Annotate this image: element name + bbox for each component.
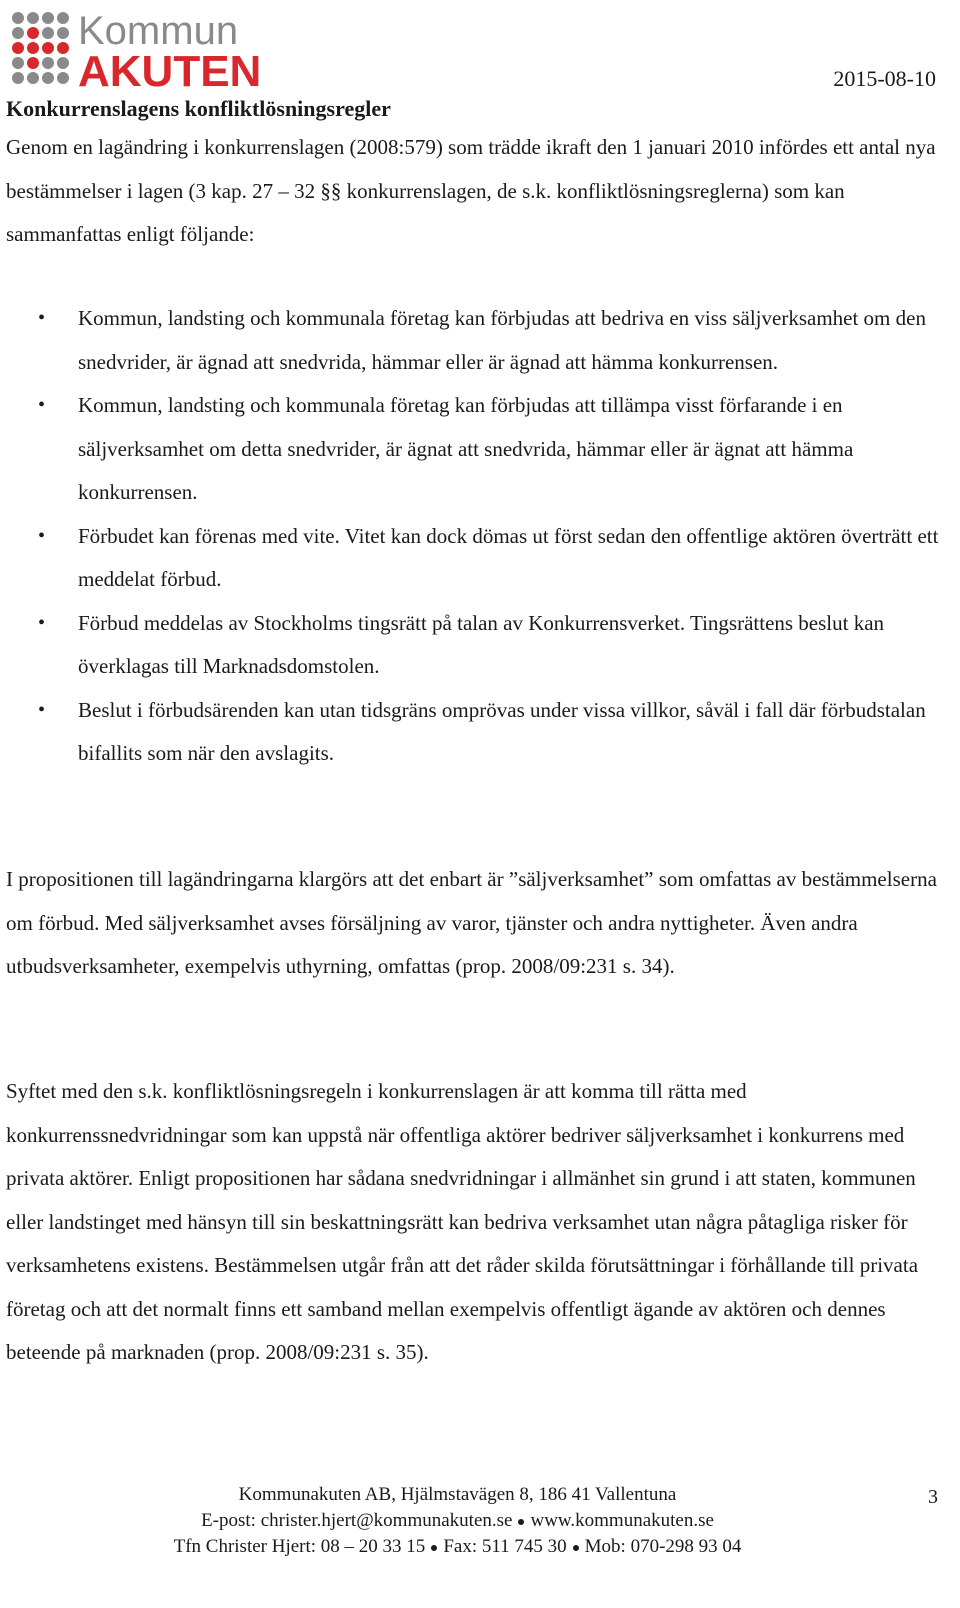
footer-phone: Tfn Christer Hjert: 08 – 20 33 15 [173,1536,426,1557]
logo-dot [57,27,69,39]
footer-email: E-post: christer.hjert@kommunakuten.se [201,1510,513,1531]
logo-dot [12,72,24,84]
logo-text-akuten: AKUTEN [78,47,262,88]
bullet-dot-icon [431,1545,437,1551]
logo-dot [12,27,24,39]
logo-dot [42,72,54,84]
logo-dot [42,12,54,24]
logo-dot [27,27,39,39]
logo-dot [57,57,69,69]
logo-dot [12,42,24,54]
proposition-paragraph: I propositionen till lagändringarna klargörs att det enbart är ”säljverksamhet” som omfattas av bestämmelserna om förbud. Med säljverksamhet avses försäljning av varor, tjänster och andra nyttigheter. Även andra utbudsverksamheter, exempelvis uthyrning, omfattas (prop. 2008/09:231 s. 34). [6,867,937,978]
footer-contact-line [0,1508,915,1534]
logo-text-kommun: Kommun [78,9,239,53]
logo-dot [27,72,39,84]
logo-dot-grid [12,12,69,84]
bullet-item: • Kommun, landsting och kommunala företag kan förbjudas att bedriva en viss säljverksamhet om den snedvrider, är ägnad att snedvrida, hämmar eller är ägnad att hämma konkurrensen. [0,297,940,384]
document-date: 2015-08-10 [833,66,936,91]
bullet-dot-icon [573,1545,579,1551]
footer-mobile: Mob: 070-298 93 04 [584,1536,742,1557]
logo-dot [12,57,24,69]
document-title: Konkurrenslagens konfliktlösningsregler [6,96,391,121]
logo-dot [57,72,69,84]
bullet-item: • Förbudet kan förenas med vite. Vitet kan dock dömas ut först sedan den offentlige aktören överträtt ett meddelat förbud. [0,515,940,602]
bullet-list [0,297,940,776]
footer-address: Kommunakuten AB, Hjälmstavägen 8, 186 41 Vallentuna [238,1484,677,1505]
footer-phone-line [0,1534,915,1560]
bullet-item: • Beslut i förbudsärenden kan utan tidsgräns omprövas under vissa villkor, såväl i fall där förbudstalan bifallits som när den avslagits. [0,689,940,776]
page-number: 3 [928,1486,938,1508]
footer-fax: Fax: 511 745 30 [443,1536,567,1557]
logo-dot [27,12,39,24]
page-footer [0,1482,915,1560]
logo-dot [12,12,24,24]
logo-dot [57,12,69,24]
logo-dot [27,57,39,69]
purpose-paragraph: Syftet med den s.k. konfliktlösningsregeln i konkurrenslagen är att komma till rätta med konkurrenssnedvridningar som kan uppstå när offentliga aktörer bedriver säljverksamhet i konkurrens med privata aktörer. Enligt propositionen har sådana snedvridningar i allmänhet sin grund i att staten, kommunen eller landstinget med hänsyn till sin beskattningsrätt kan bedriva verksamhet utan några påtagliga risker för verksamhetens existens. Bestämmelsen utgår från att det råder skilda förutsättningar i förhållande till privata företag och att det normalt finns ett samband mellan exempelvis offentligt ägande av aktören och dennes beteende på marknaden (prop. 2008/09:231 s. 35). [6,1079,919,1364]
bullet-item: • Kommun, landsting och kommunala företag kan förbjudas att tillämpa visst förfarande i en säljverksamhet om detta snedvrider, är ägnat att snedvrida, hämmar eller är ägnat att hämma konkurrensen. [0,384,940,515]
logo-dot [27,42,39,54]
intro-paragraph: Genom en lagändring i konkurrenslagen (2008:579) som trädde ikraft den 1 januari 2010 infördes ett antal nya bestämmelser i lagen (3 kap. 27 – 32 §§ konkurrenslagen, de s.k. konfliktlösningsreglerna) som kan sammanfattas enligt följande: [6,135,936,246]
bullet-dot-icon [518,1519,524,1525]
logo-dot [57,42,69,54]
kommunakuten-logo [10,8,320,88]
logo-dot [42,57,54,69]
bullet-item: • Förbud meddelas av Stockholms tingsrätt på talan av Konkurrensverket. Tingsrättens beslut kan överklagas till Marknadsdomstolen. [0,602,940,689]
footer-website: www.kommunakuten.se [530,1510,714,1531]
logo-dot [42,27,54,39]
logo-dot [42,42,54,54]
